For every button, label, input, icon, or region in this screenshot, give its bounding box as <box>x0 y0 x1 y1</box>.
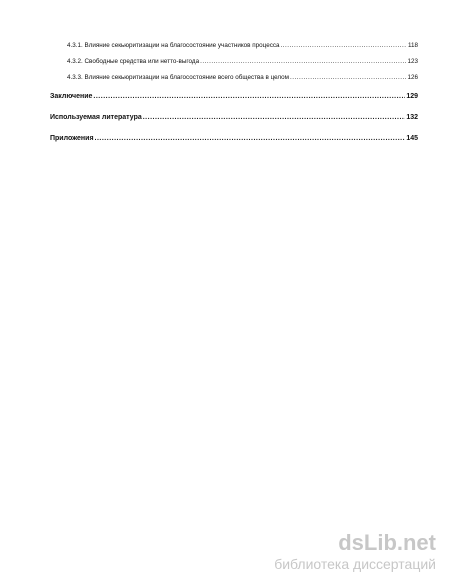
watermark-subtitle: библиотека диссертаций <box>274 556 436 572</box>
dot-leader <box>95 135 406 142</box>
toc-entry-conclusion[interactable] <box>50 93 418 100</box>
toc-entry-page: 129 <box>406 93 418 100</box>
toc-entry-label: Используемая литература <box>50 114 142 121</box>
dot-leader <box>200 58 406 65</box>
toc-entry-label: Приложения <box>50 135 94 142</box>
toc-entry-page: 132 <box>406 114 418 121</box>
toc-entry-appendices[interactable] <box>50 135 418 142</box>
dot-leader <box>93 93 405 100</box>
toc-entry-4-3-2[interactable] <box>67 58 418 65</box>
dot-leader <box>281 42 407 49</box>
toc-entry-page: 123 <box>407 58 418 65</box>
toc-entry-4-3-3[interactable] <box>67 74 418 81</box>
toc-entry-references[interactable] <box>50 114 418 121</box>
toc-entry-page: 145 <box>406 135 418 142</box>
toc-entry-page: 126 <box>407 74 418 81</box>
dot-leader <box>290 74 406 81</box>
toc-entry-label: 4.3.1. Влияние секьюритизации на благосостояние участников процесса <box>67 42 280 49</box>
toc-entry-4-3-1[interactable] <box>67 42 418 49</box>
toc-entry-label: 4.3.3. Влияние секьюритизации на благосостояние всего общества в целом <box>67 74 290 81</box>
toc-entry-label: 4.3.2. Свободные средства или нетто-выгода <box>67 58 200 65</box>
watermark <box>274 532 436 572</box>
toc-entry-label: Заключение <box>50 93 93 100</box>
watermark-brand: dsLib.net <box>338 530 436 555</box>
dot-leader <box>143 114 406 121</box>
toc-entry-page: 118 <box>407 42 418 49</box>
